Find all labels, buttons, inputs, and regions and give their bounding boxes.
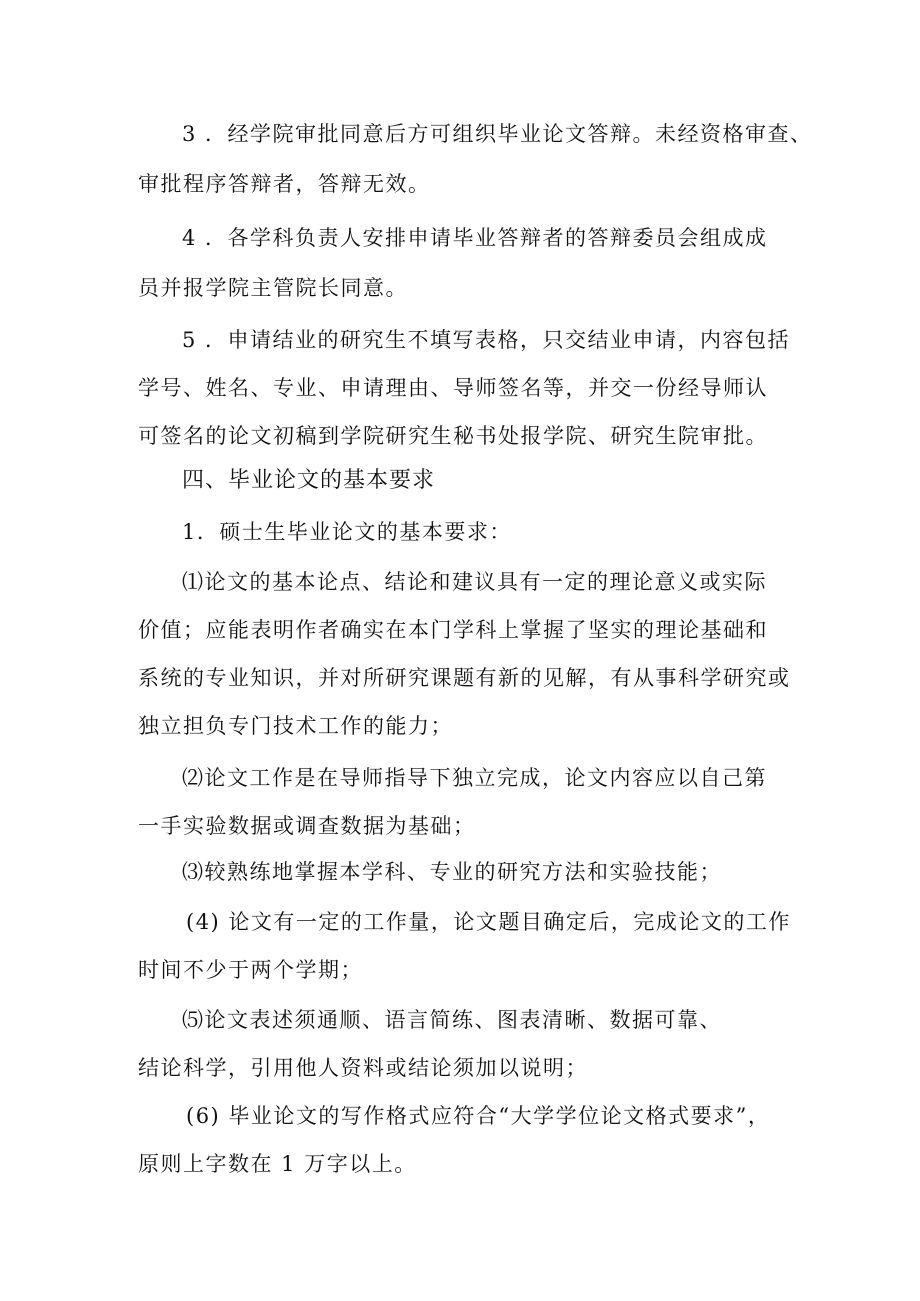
requirement-4-line-1: (4) 论文有一定的工作量，论文题目确定后，完成论文的工作 <box>186 910 791 934</box>
requirement-5-line-2: 结论科学，引用他人资料或结论须加以说明； <box>138 1056 588 1080</box>
requirement-1-line-3: 系统的专业知识，并对所研究课题有新的见解，有从事科学研究或 <box>138 666 791 690</box>
requirement-6-line-2: 原则上字数在 1 万字以上。 <box>138 1152 417 1176</box>
requirement-1-line-2: 价值；应能表明作者确实在本门学科上掌握了坚实的理论基础和 <box>138 618 768 642</box>
sub-heading: 1．硕士生毕业论文的基本要求： <box>182 520 512 544</box>
requirement-5-line-1: ⑸论文表述须通顺、语言简练、图表清晰、数据可靠、 <box>182 1008 722 1032</box>
paragraph-3-line-1: 3 ．经学院审批同意后方可组织毕业论文答辩。未经资格审查、 <box>182 122 813 146</box>
requirement-4-line-2: 时间不少于两个学期； <box>138 958 363 982</box>
requirement-1-line-1: ⑴论文的基本论点、结论和建议具有一定的理论意义或实际 <box>182 570 767 594</box>
requirement-1-line-4: 独立担负专门技术工作的能力； <box>138 714 453 738</box>
paragraph-5-line-3: 可签名的论文初稿到学院研究生秘书处报学院、研究生院审批。 <box>138 424 768 448</box>
paragraph-4-line-2: 员并报学院主管院长同意。 <box>138 276 408 300</box>
requirement-2-line-2: 一手实验数据或调查数据为基础； <box>138 814 476 838</box>
paragraph-5-line-1: 5 ．申请结业的研究生不填写表格，只交结业申请，内容包括 <box>182 328 791 352</box>
requirement-6-line-1: (6) 毕业论文的写作格式应符合“大学学位论文格式要求”， <box>186 1104 771 1128</box>
requirement-2-line-1: ⑵论文工作是在导师指导下独立完成，论文内容应以自己第 <box>182 766 767 790</box>
paragraph-5-line-2: 学号、姓名、专业、申请理由、导师签名等，并交一份经导师认 <box>138 376 768 400</box>
section-heading: 四、毕业论文的基本要求 <box>182 468 436 493</box>
paragraph-3-line-2: 审批程序答辩者，答辩无效。 <box>138 172 431 196</box>
paragraph-4-line-1: 4 ．各学科负责人安排申请毕业答辩者的答辩委员会组成成 <box>182 226 768 250</box>
requirement-3-line-1: ⑶较熟练地掌握本学科、专业的研究方法和实验技能； <box>182 860 722 884</box>
